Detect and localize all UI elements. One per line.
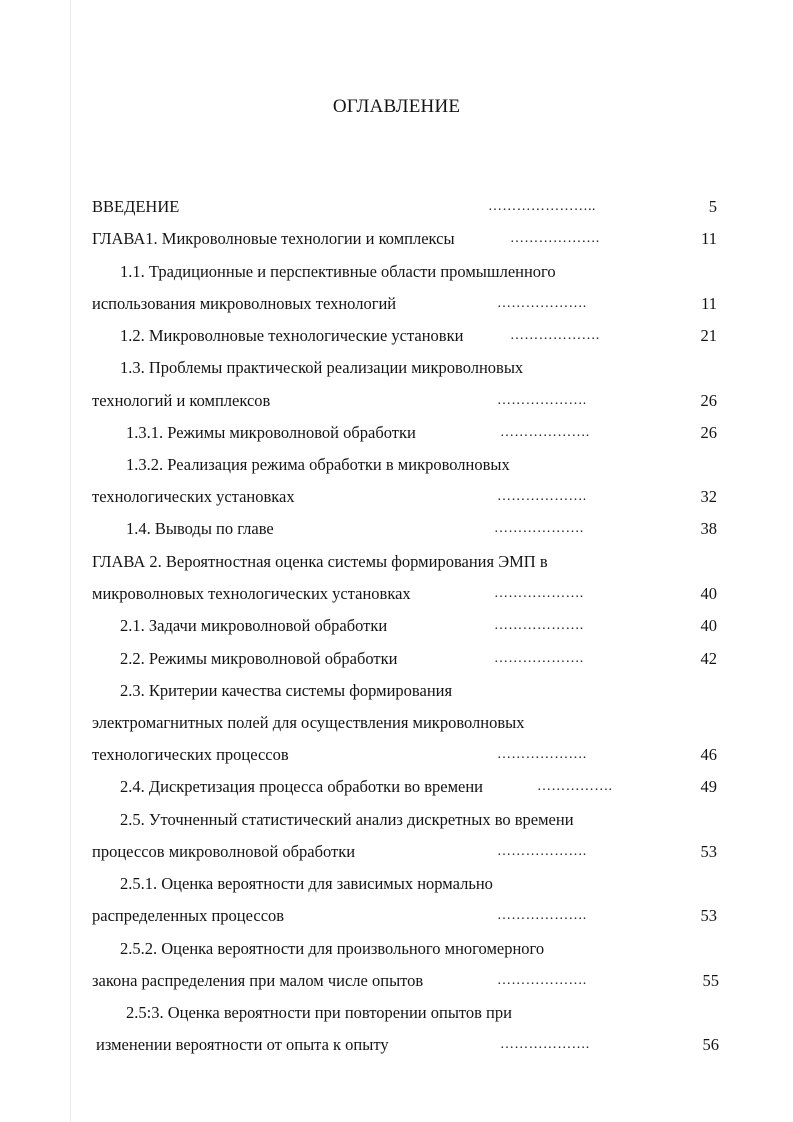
toc-leader-dots: ………………. — [510, 328, 600, 343]
toc-page-number: 32 — [700, 487, 717, 506]
toc-page-number: 26 — [700, 391, 717, 410]
toc-leader-dots: ………………. — [497, 747, 587, 762]
toc-page-number: 56 — [702, 1035, 719, 1054]
toc-page-number: 53 — [700, 842, 717, 861]
toc-page-number: 55 — [702, 971, 719, 990]
toc-entry-text: 1.3.2. Реализация режима обработки в микроволновых — [126, 455, 510, 474]
toc-entry-text: 1.2. Микроволновые технологические установки — [120, 326, 464, 345]
toc-entry-text: 2.3. Критерии качества системы формирования — [120, 681, 453, 700]
toc-entry-text: закона распределения при малом числе опытов — [92, 971, 424, 990]
toc-entry-text: ВВЕДЕНИЕ — [92, 197, 180, 216]
toc-page-number: 42 — [700, 649, 717, 668]
toc-page-number: 46 — [700, 745, 717, 764]
toc-page-number: 40 — [700, 616, 717, 635]
toc-leader-dots: ………………. — [497, 393, 587, 408]
toc-entry-text: 2.1. Задачи микроволновой обработки — [120, 616, 388, 635]
toc-page-number: 26 — [700, 423, 717, 442]
toc-entry-text: процессов микроволновой обработки — [92, 842, 356, 861]
toc-entry-text: 1.3. Проблемы практической реализации микроволновых — [120, 358, 524, 377]
toc-leader-dots: ………………. — [510, 231, 600, 246]
toc-entry-text: 2.2. Режимы микроволновой обработки — [120, 649, 398, 668]
toc-leader-dots: ………………….. — [488, 199, 596, 214]
toc-entry-text: технологий и комплексов — [92, 391, 271, 410]
toc-entry-text: электромагнитных полей для осуществления микроволновых — [92, 713, 525, 732]
toc-entry-text: 1.4. Выводы по главе — [126, 519, 274, 538]
toc-entry-text: 2.4. Дискретизация процесса обработки во времени — [120, 777, 483, 796]
toc-page-number: 11 — [701, 229, 717, 248]
toc-entry-text: 1.1. Традиционные и перспективные области промышленного — [120, 262, 556, 281]
toc-leader-dots: ………………. — [497, 489, 587, 504]
toc-leader-dots: ………………. — [494, 586, 584, 601]
toc-entry-text: изменении вероятности от опыта к опыту — [96, 1035, 389, 1054]
toc-entry-text: ГЛАВА1. Микроволновые технологии и комплексы — [92, 229, 455, 248]
toc-entry-text: ГЛАВА 2. Вероятностная оценка системы формирования ЭМП в — [92, 552, 548, 571]
toc-entry-text: технологических процессов — [92, 745, 289, 764]
toc-entry-text: 2.5:3. Оценка вероятности при повторении опытов при — [126, 1003, 512, 1022]
toc-page-number: 53 — [700, 906, 717, 925]
toc-entry-text: 2.5.1. Оценка вероятности для зависимых нормально — [120, 874, 493, 893]
toc-leader-dots: ………………. — [497, 973, 587, 988]
toc-page-number: 40 — [700, 584, 717, 603]
toc-leader-dots: ………………. — [494, 651, 584, 666]
toc-leader-dots: ………………. — [497, 844, 587, 859]
toc-entry-text: использования микроволновых технологий — [92, 294, 397, 313]
toc-entry-text: распределенных процессов — [92, 906, 285, 925]
toc-page-number: 38 — [700, 519, 717, 538]
page-title: ОГЛАВЛЕНИЕ — [332, 96, 461, 117]
toc-page-number: 5 — [708, 197, 717, 216]
toc-leader-dots: ………………. — [494, 618, 584, 633]
toc-leader-dots: ……………. — [537, 779, 613, 794]
toc-leader-dots: ………………. — [494, 521, 584, 536]
toc-entry-text: 2.5.2. Оценка вероятности для произвольного многомерного — [120, 939, 545, 958]
toc-leader-dots: ………………. — [500, 1037, 590, 1052]
toc-entry-text: технологических установках — [92, 487, 295, 506]
toc-page-number: 21 — [700, 326, 717, 345]
toc-entry-text: 2.5. Уточненный статистический анализ дискретных во времени — [120, 810, 574, 829]
toc-entry-text: 1.3.1. Режимы микроволновой обработки — [126, 423, 416, 442]
toc-page-number: 11 — [701, 294, 717, 313]
toc-leader-dots: ………………. — [500, 425, 590, 440]
toc-leader-dots: ………………. — [497, 296, 587, 311]
toc-leader-dots: ………………. — [497, 908, 587, 923]
toc-entry-text: микроволновых технологических установках — [92, 584, 411, 603]
toc-page-number: 49 — [700, 777, 717, 796]
scan-edge-line — [70, 0, 71, 1122]
